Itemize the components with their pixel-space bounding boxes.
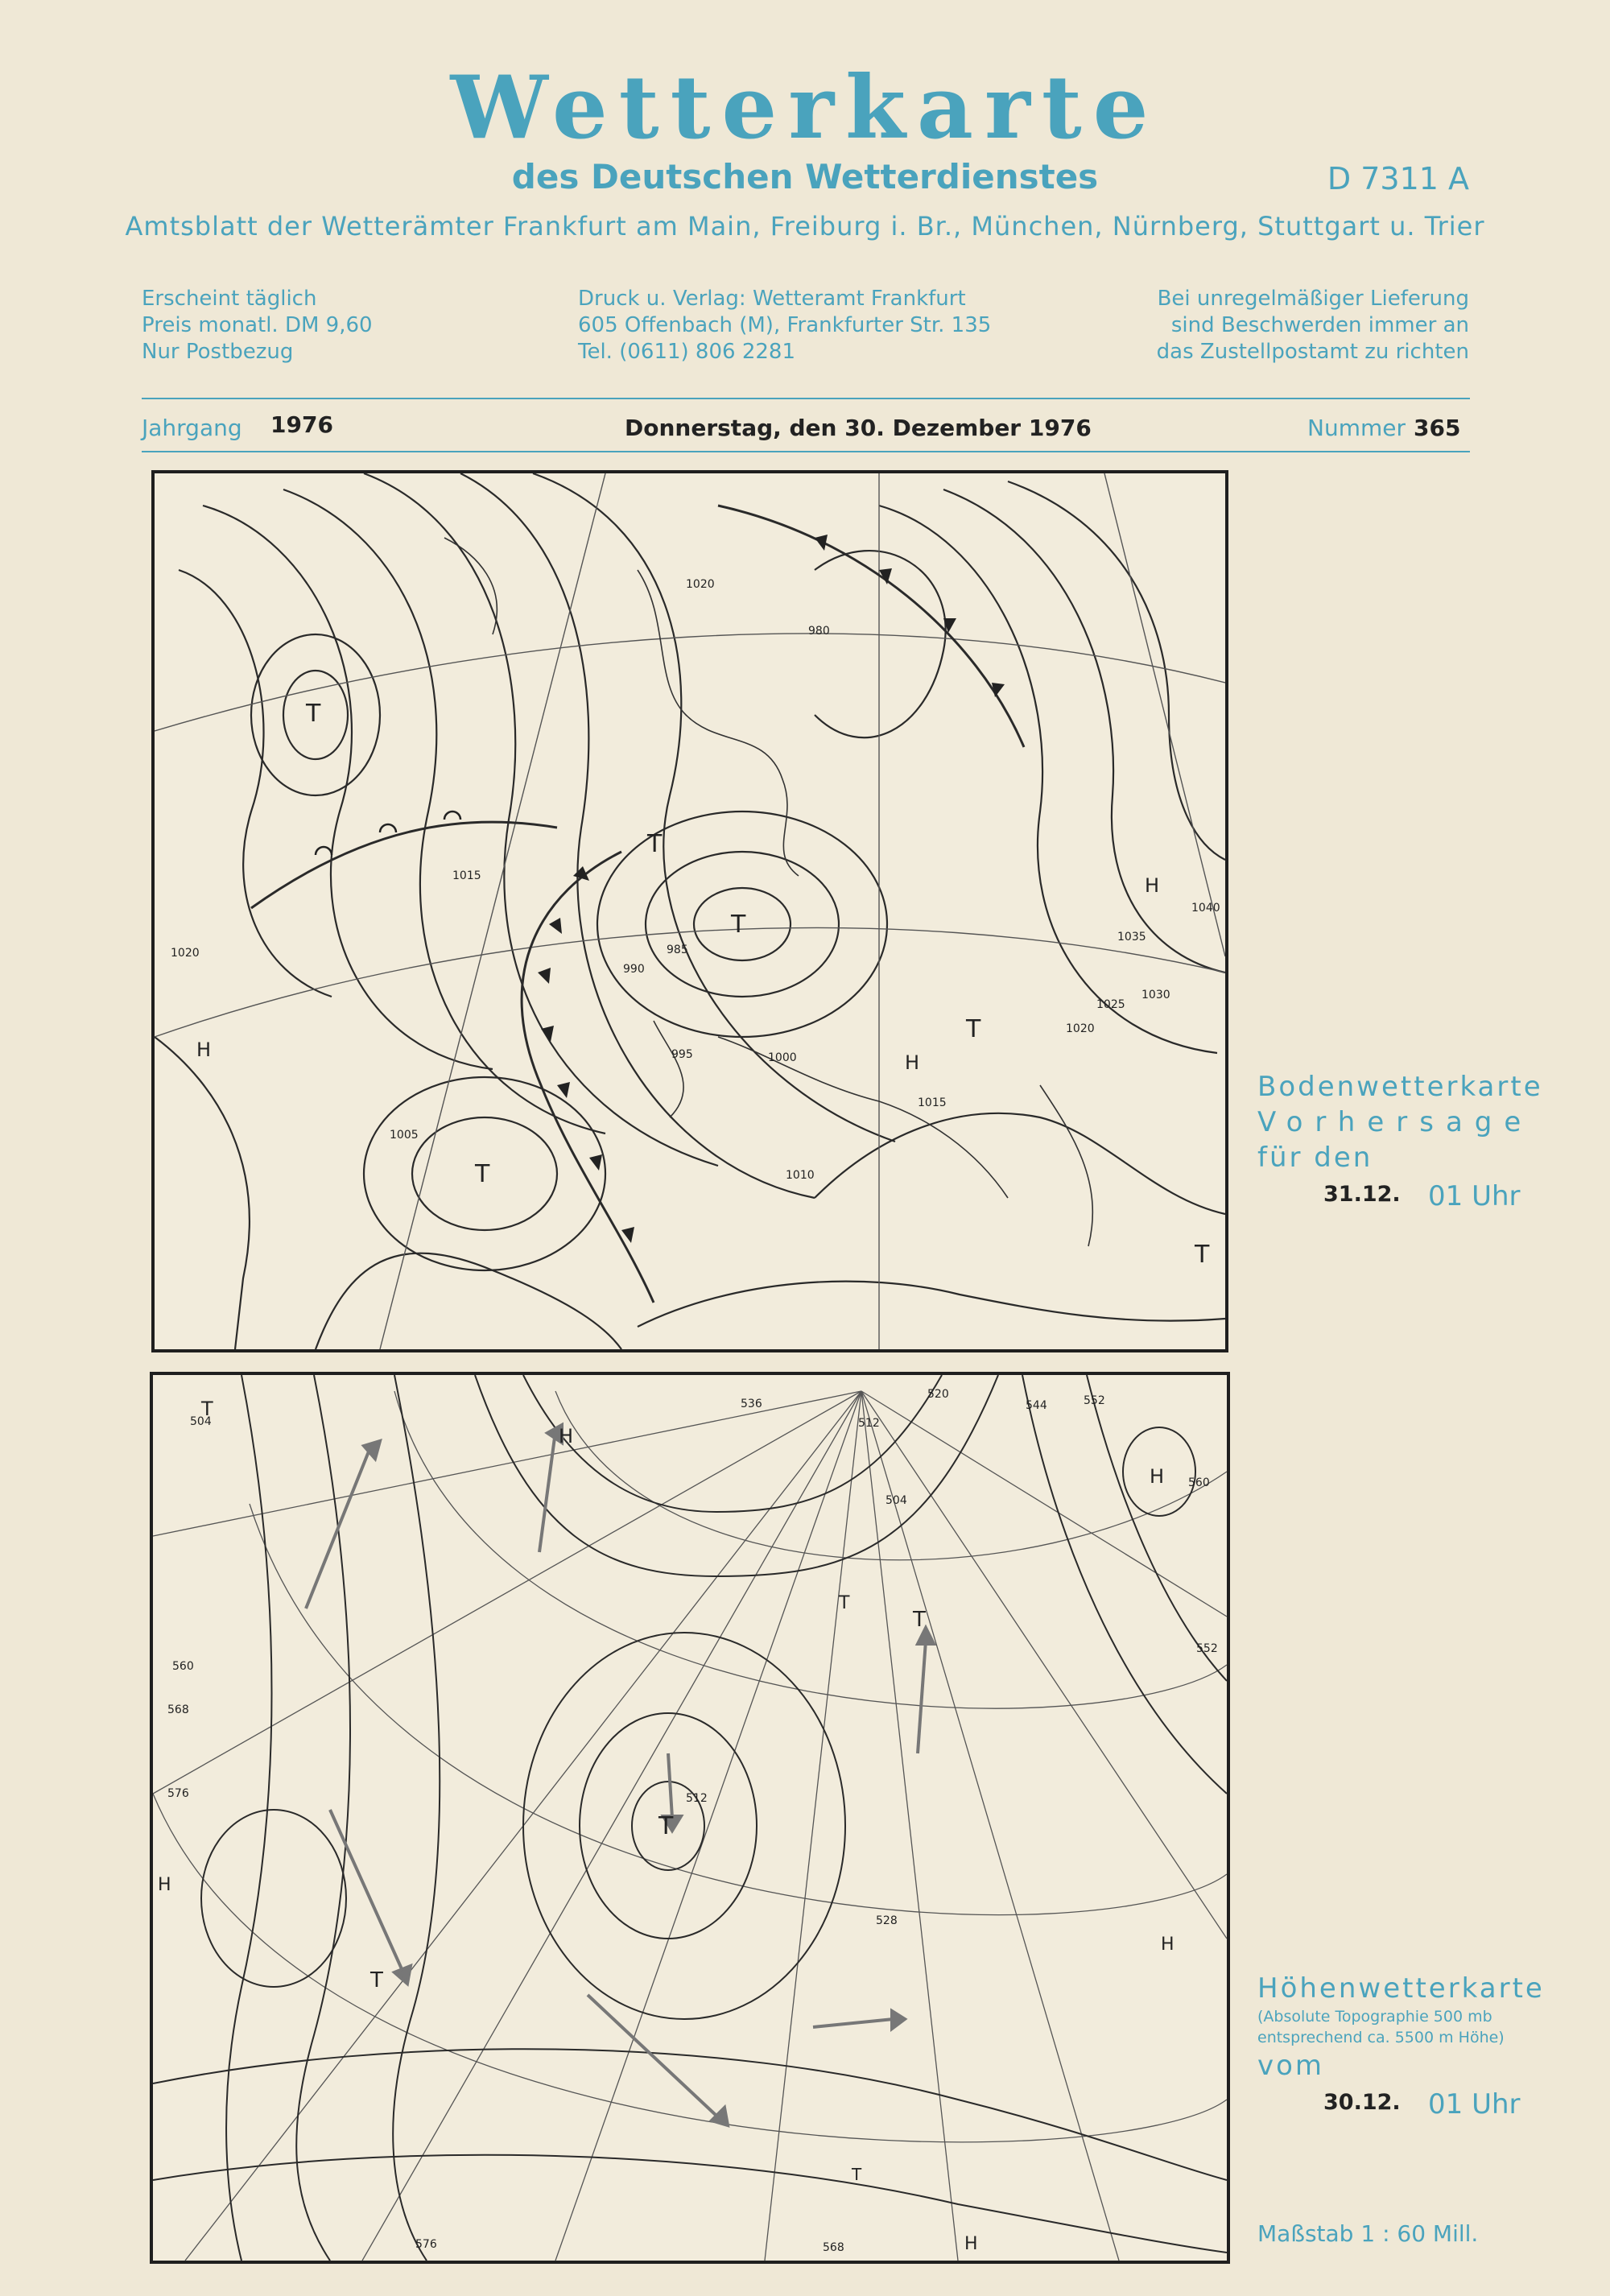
isobar xyxy=(203,506,493,1069)
low-pressure-label: T xyxy=(913,1608,926,1632)
upper-map-drawing xyxy=(153,1375,1227,2261)
publication-info xyxy=(142,286,373,365)
isobar-label: 990 xyxy=(623,963,645,976)
complaints-line-1: Bei unregelmäßiger Lieferung xyxy=(1157,287,1469,311)
isobar-label: 980 xyxy=(808,625,830,638)
meridian xyxy=(861,1391,1227,1939)
upper-map-caption xyxy=(1257,1971,1545,2124)
isobar-label: 1025 xyxy=(1096,998,1125,1011)
coastline xyxy=(444,538,497,634)
meridian xyxy=(153,1391,861,1536)
occluded-front xyxy=(718,506,1024,747)
low-pressure-label: T xyxy=(1195,1241,1210,1269)
isobar-label: 1020 xyxy=(686,578,715,591)
topography-note-line-1: (Absolute Topographie 500 mb xyxy=(1257,2008,1492,2026)
issue-date: Donnerstag, den 30. Dezember 1976 xyxy=(625,415,1092,441)
contour xyxy=(523,1633,845,2019)
isobar xyxy=(638,1282,1225,1327)
high-pressure-label: H xyxy=(1150,1465,1165,1488)
contour-label: 560 xyxy=(172,1660,194,1673)
surface-map-title: Bodenwetterkarte xyxy=(1257,1071,1543,1103)
low-pressure-label: T xyxy=(839,1593,850,1613)
surface-map-time: 01 Uhr xyxy=(1428,1180,1521,1212)
upper-map-title: Höhenwetterkarte xyxy=(1257,1972,1545,2005)
cold-front xyxy=(522,852,654,1303)
isobar-label: 1015 xyxy=(918,1096,947,1109)
publication-frequency: Erscheint täglich xyxy=(142,287,317,311)
parallel xyxy=(250,1504,1227,1915)
isobar-label: 1015 xyxy=(452,869,481,882)
isobar xyxy=(460,473,815,1198)
contour-label: 520 xyxy=(927,1388,949,1401)
isobar-label: 1010 xyxy=(786,1169,815,1182)
upper-map-time: 01 Uhr xyxy=(1428,2088,1521,2120)
forecast-label: Vorhersage xyxy=(1257,1106,1534,1138)
edition-code: D 7311 A xyxy=(1327,161,1469,196)
isobar-label: 1030 xyxy=(1141,989,1170,1001)
surface-map-date: 31.12. xyxy=(1323,1182,1401,1207)
publication-delivery: Nur Postbezug xyxy=(142,340,294,364)
meridian xyxy=(555,1391,861,2261)
issued-label: vom xyxy=(1257,2050,1325,2082)
surface-weather-map xyxy=(151,470,1228,1352)
contour-label: 536 xyxy=(741,1398,762,1410)
surface-map-drawing xyxy=(155,473,1225,1349)
year-label: Jahrgang xyxy=(142,415,242,441)
low-pressure-label: T xyxy=(306,700,321,728)
contour-label: 512 xyxy=(686,1792,708,1805)
contour-label: 552 xyxy=(1196,1642,1218,1655)
low-pressure-label: T xyxy=(658,1812,674,1840)
complaints-line-3: das Zustellpostamt zu richten xyxy=(1156,340,1469,364)
contour-label: 552 xyxy=(1084,1394,1105,1407)
isobar xyxy=(316,1253,621,1349)
contour-label: 544 xyxy=(1026,1399,1047,1412)
publication-price: Preis monatl. DM 9,60 xyxy=(142,313,373,337)
contour xyxy=(475,1375,998,1576)
low-pressure-label: T xyxy=(370,1968,383,1992)
header-rule-top xyxy=(142,398,1470,399)
number-value: 365 xyxy=(1414,415,1461,441)
contour xyxy=(1022,1375,1227,1794)
issue-line xyxy=(142,411,1470,444)
masthead-title: Wetterkarte xyxy=(450,57,1160,159)
header-rule-bottom xyxy=(142,451,1470,452)
publisher-info xyxy=(578,286,991,365)
meridian xyxy=(861,1391,1119,2261)
isobar xyxy=(533,473,895,1142)
low-pressure-label: T xyxy=(731,911,746,939)
low-pressure-label: T xyxy=(647,830,663,858)
graticule-line xyxy=(155,927,1225,1037)
publisher-phone: Tel. (0611) 806 2281 xyxy=(578,340,795,364)
contour xyxy=(226,1375,271,2261)
isobar-label: 1000 xyxy=(768,1051,797,1064)
contour-label: 576 xyxy=(415,2238,437,2251)
parallel xyxy=(555,1391,1227,1560)
valid-for-label: für den xyxy=(1257,1142,1373,1174)
low-pressure-label: T xyxy=(201,1398,213,1420)
low-pressure-label: T xyxy=(966,1015,981,1043)
publisher-address: 605 Offenbach (M), Frankfurter Str. 135 xyxy=(578,313,992,337)
contour xyxy=(201,1810,346,1987)
meridian xyxy=(861,1391,958,2261)
complaints-info xyxy=(1157,286,1469,365)
isobar-label: 1020 xyxy=(1066,1022,1095,1035)
contour-label: 504 xyxy=(190,1415,212,1428)
publisher-name: Druck u. Verlag: Wetteramt Frankfurt xyxy=(578,287,966,311)
meridian xyxy=(362,1391,861,2261)
warm-front xyxy=(251,822,557,908)
isobar-label: 1040 xyxy=(1191,902,1220,915)
high-pressure-label: H xyxy=(1161,1935,1174,1955)
low-pressure-label: T xyxy=(852,2165,862,2184)
contour-label: 576 xyxy=(167,1787,189,1800)
high-pressure-label: H xyxy=(1145,874,1160,897)
masthead-subtitle: des Deutschen Wetterdienstes xyxy=(511,157,1099,196)
isobar-label: 985 xyxy=(667,944,688,956)
low-pressure-label: T xyxy=(475,1160,490,1188)
contour-label: 568 xyxy=(167,1703,189,1716)
meridian xyxy=(861,1391,1227,1617)
isobar-label: 995 xyxy=(671,1048,693,1061)
isobar-label: 1005 xyxy=(390,1129,419,1142)
isobar xyxy=(283,489,605,1134)
isobar xyxy=(155,1037,250,1349)
high-pressure-label: H xyxy=(964,2234,978,2254)
upper-air-weather-map xyxy=(150,1372,1230,2264)
parallel xyxy=(394,1391,1227,1708)
upper-map-date: 30.12. xyxy=(1323,2090,1401,2115)
isobar-label: 1035 xyxy=(1117,931,1146,944)
coastline xyxy=(718,1037,1008,1198)
high-pressure-label: H xyxy=(905,1051,920,1074)
year-value: 1976 xyxy=(270,411,333,438)
number-label: Nummer xyxy=(1307,415,1406,441)
official-gazette-line: Amtsblatt der Wetterämter Frankfurt am Main, Freiburg i. Br., München, Nürnberg, Stuttgart u. Trier xyxy=(125,211,1485,242)
surface-map-caption xyxy=(1257,1069,1543,1216)
contour-label: 560 xyxy=(1188,1476,1210,1489)
contour xyxy=(393,1375,440,2261)
map-scale: Maßstab 1 : 60 Mill. xyxy=(1257,2220,1479,2247)
topography-note-line-2: entsprechend ca. 5500 m Höhe) xyxy=(1257,2029,1505,2046)
graticule-line xyxy=(380,473,605,1349)
contour-label: 528 xyxy=(876,1914,898,1927)
high-pressure-label: H xyxy=(559,1425,574,1447)
isobar-label: 1020 xyxy=(171,947,200,960)
high-pressure-label: H xyxy=(158,1875,171,1895)
contour xyxy=(523,1375,942,1512)
isobar xyxy=(879,506,1217,1053)
meridian xyxy=(765,1391,861,2261)
contour-label: 512 xyxy=(858,1417,880,1430)
complaints-line-2: sind Beschwerden immer an xyxy=(1170,313,1469,337)
contour xyxy=(153,2155,1227,2253)
contour-label: 568 xyxy=(823,2241,844,2254)
high-pressure-label: H xyxy=(196,1039,212,1061)
coastline xyxy=(1040,1085,1092,1246)
isobar xyxy=(943,489,1225,972)
isobar xyxy=(815,551,946,737)
isobar xyxy=(815,1113,1225,1214)
contour-label: 504 xyxy=(886,1494,907,1507)
